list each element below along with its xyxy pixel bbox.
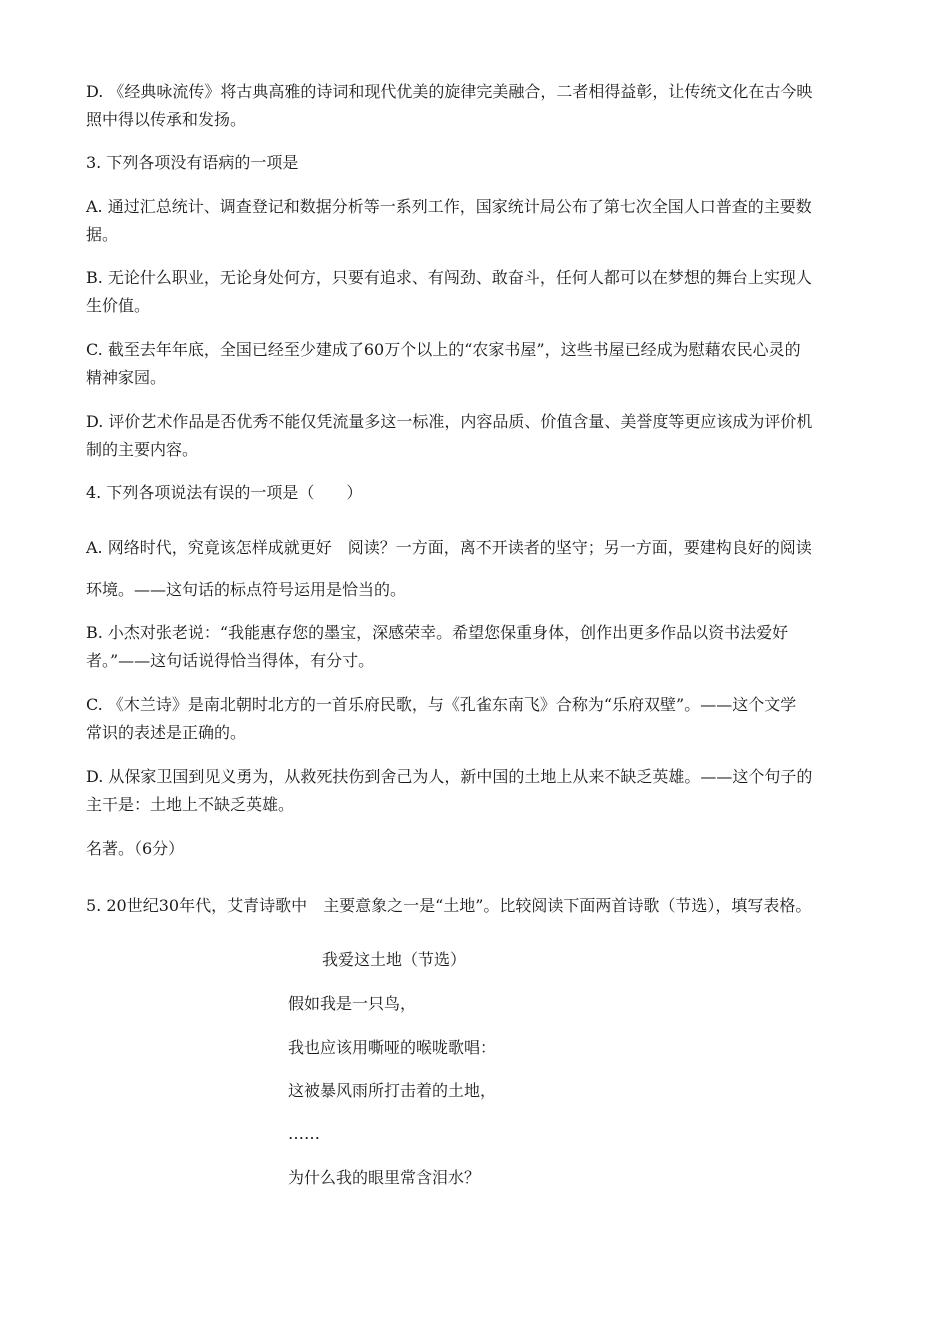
q3-option-c-line1: C. 截至去年年底，全国已经至少建成了60万个以上的“农家书屋”，这些书屋已经成为慰藉农民心灵的 <box>86 340 801 359</box>
q4-option-c <box>86 691 864 747</box>
q4-option-a-line2: 环境。——这句话的标点符号运用是恰当的。 <box>86 580 407 599</box>
q3-option-c-line2: 精神家园。 <box>86 368 167 387</box>
q3-option-c <box>86 336 864 392</box>
poem-line-3: 这被暴风雨所打击着的土地， <box>288 1081 497 1100</box>
poem-line-4: …… <box>288 1124 320 1143</box>
q3-option-b-line2: 生价值。 <box>86 296 151 315</box>
q3-option-b <box>86 264 864 320</box>
q2-option-d-line2: 照中得以传承和发扬。 <box>86 110 247 129</box>
q4-option-b-line1: B. 小杰对张老说：“我能惠存您的墨宝，深感荣幸。希望您保重身体，创作出更多作品以资书法爱好 <box>86 623 789 642</box>
poem-line-5: 为什么我的眼里常含泪水？ <box>288 1168 481 1187</box>
q3-option-d <box>86 408 864 464</box>
poem-line-2: 我也应该用嘶哑的喉咙歌唱： <box>288 1038 497 1057</box>
q3-option-a-line1: A. 通过汇总统计、调查登记和数据分析等一系列工作，国家统计局公布了第七次全国人口普查的主要数 <box>86 197 812 216</box>
q4-option-c-line2: 常识的表述是正确的。 <box>86 723 247 742</box>
section-note: 名著。（6分） <box>86 839 185 858</box>
q3-option-b-line1: B. 无论什么职业，无论身处何方，只要有追求、有闯劲、敢奋斗，任何人都可以在梦想的舞台上实现人 <box>86 268 812 287</box>
q2-option-d-line1: D. 《经典咏流传》将古典高雅的诗词和现代优美的旋律完美融合，二者相得益彰，让传统文化在古今映 <box>86 82 813 101</box>
q3-option-d-line2: 制的主要内容。 <box>86 440 199 459</box>
poem-title: 我爱这土地（节选） <box>322 950 467 969</box>
q4-option-d <box>86 763 864 819</box>
q4-stem: 4. 下列各项说法有误的一项是（ ） <box>86 483 363 502</box>
q4-option-a-line1: A. 网络时代，究竟该怎样成就更好 阅读？一方面，离不开读者的坚守；另一方面，要建构良好的阅读 <box>86 538 812 557</box>
q5-stem: 5. 20世纪30年代，艾青诗歌中 主要意象之一是“土地”。比较阅读下面两首诗歌（节选），填写表格。 <box>86 896 812 915</box>
q4-option-d-line1: D. 从保家卫国到见义勇为，从救死扶伤到舍己为人，新中国的土地上从来不缺乏英雄。——这个句子的 <box>86 767 813 786</box>
q3-option-a-line2: 据。 <box>86 225 119 244</box>
q3-option-a <box>86 193 864 249</box>
q4-option-d-line2: 主干是：土地上不缺乏英雄。 <box>86 795 295 814</box>
poem-line-1: 假如我是一只鸟， <box>288 994 417 1013</box>
q3-option-d-line1: D. 评价艺术作品是否优秀不能仅凭流量多这一标准，内容品质、价值含量、美誉度等更应该成为评价机 <box>86 412 813 431</box>
q4-option-c-line1: C. 《木兰诗》是南北朝时北方的一首乐府民歌，与《孔雀东南飞》合称为“乐府双壁”。——这个文学 <box>86 695 797 714</box>
q2-option-d <box>86 78 864 134</box>
q4-option-b <box>86 619 864 675</box>
q4-option-b-line2: 者。”——这句话说得恰当得体，有分寸。 <box>86 651 375 670</box>
q3-stem: 3. 下列各项没有语病的一项是 <box>86 153 299 172</box>
